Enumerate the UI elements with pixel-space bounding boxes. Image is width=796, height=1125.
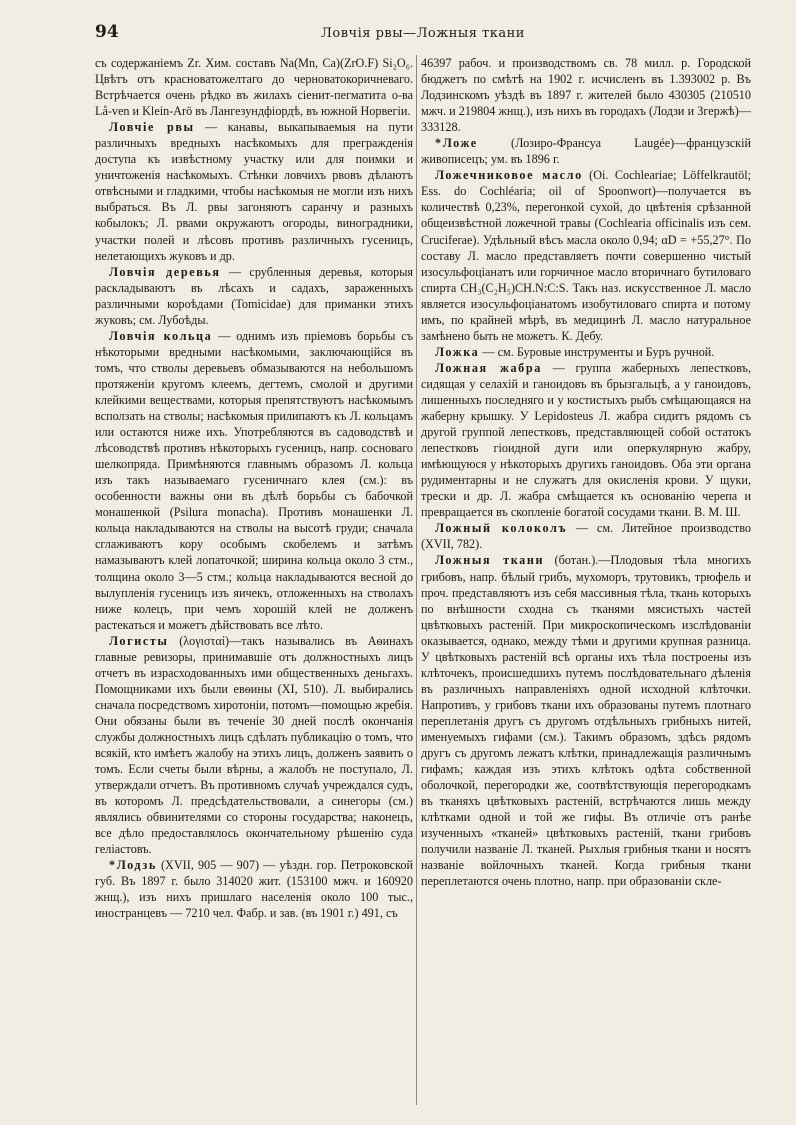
entry-text: — срубленныя деревья, которыя раскладываютъ въ лѣсахъ и садахъ, зараженныхъ различными короѣдами (Tomicidae) для приманки этихъ жуковъ; см. Лубоѣды. xyxy=(95,264,413,327)
entry-headword: Ловчiя деревья xyxy=(109,264,221,279)
entry-text: 46397 рабоч. и производствомъ св. 78 милл. р. Городской бюджетъ по смѣтѣ на 1902 г. исчисленъ въ 1.393002 р. Въ Лодзинскомъ уѣздѣ въ 1897 г. жителей было 430305 (210510 мжч. и 219804 жнщ.), изъ нихъ въ городахъ (Лодзи и Згержѣ)—333128. xyxy=(421,56,751,135)
right-column xyxy=(421,55,751,889)
entry-text: съ содержанiемъ Zr. Хим. составъ Na(Mn, Ca)(ZrO.F) Si₂O₆. Цвѣтъ отъ красноватожелтаго до черноватокоричневаго. Встрѣчается очень рѣдко въ жилахъ сiенит-пегматита о-ва Lå-ven и Klein-Arö въ Лангезундфiордѣ, въ южной Норвегiи. xyxy=(95,56,413,119)
entry-headword: Ложка xyxy=(435,344,480,359)
page-header xyxy=(95,22,751,44)
entry-headword: Ложный колоколъ xyxy=(435,521,568,536)
dictionary-entry xyxy=(95,857,413,921)
entry-text: (XVII, 905 — 907) — уѣздн. гор. Петроковской губ. Въ 1897 г. было 314020 жит. (153100 мжч. и 160920 жнщ.), изъ нихъ пришлаго населенiя около 100 тыс., иностранцевъ — 7210 чел. Фабр. и зав. (въ 1901 г.) 491, съ xyxy=(95,858,413,921)
entry-text: — канавы, выкапываемыя на пути различныхъ вредныхъ насѣкомыхъ для прегражденiя доступа къ извѣстному участку или для поимки и уничтоженiя насѣкомыхъ. Стѣнки ловчихъ рвовъ дѣлаютъ отвѣсными и гладкими, чтобы насѣкомыя не могли изъ нихъ выбраться. Въ Л. рвы загоняютъ саранчу и разныхъ кобылокъ; Л. рвами окружаютъ огороды, виноградники, участки полей и лѣсовъ противъ различныхъ гусеницъ, нелетающихъ жуковъ и др. xyxy=(95,120,413,263)
entry-text: (ботан.).—Плодовыя тѣла многихъ грибовъ, напр. бѣлый грибъ, мухоморъ, трутовикъ, трюфель и проч. представляютъ изъ себя массивныя тѣла, ткань которыхъ по внѣшности сходна съ тканями мясистыхъ частей цвѣтковыхъ растенiй. При микроскопическомъ изслѣдованiи оказывается, однако, между тѣми и другими крупная разница. У цвѣтковыхъ растенiй всѣ органы ихъ тѣла построены изъ клѣточекъ, происшедшихъ путемъ послѣдовательнаго дѣленiя въ различныхъ направленiяхъ одной исходной клѣточки. Напротивъ, у грибовъ ткани ихъ образованы путемъ плотнаго переплетанiя другъ съ другомъ отдѣльныхъ грибныхъ нитей, именуемыхъ гифами (см.). Такимъ образомъ, здѣсь рядомъ другъ съ другомъ лежатъ клѣтки, принадлежащiя различнымъ гифамъ; каждая изъ этихъ клѣтокъ одѣта собственной оболочкой, перегородки же, соотвѣтствующiя перегородкамъ въ тканяхъ цвѣтковыхъ растенiй, встрѣчаются лишь между клѣтками одной и той же гифы. Въ отличiе отъ ранѣе изученныхъ «тканей» цвѣтковыхъ растенiй, ткани грибовъ получили названiе Л. тканей. Рыхлыя грибныя ткани и носятъ названiе войлочныхъ тканей. Когда грибныя ткани переплетаются очень плотно, напр. при образованiи скле- xyxy=(421,553,752,889)
dictionary-entry xyxy=(421,360,751,520)
dictionary-entry xyxy=(95,328,413,633)
running-title: Ловчiя рвы—Ложныя ткани xyxy=(321,26,525,41)
page-number: 94 xyxy=(95,22,119,42)
entry-text: (Лозиро-Франсуа Laugée)—французскiй живописецъ; ум. въ 1896 г. xyxy=(421,136,751,167)
entry-headword: Логисты xyxy=(109,633,169,648)
dictionary-entry xyxy=(421,135,751,167)
entry-headword: Ложныя ткани xyxy=(435,553,545,568)
dictionary-entry xyxy=(421,344,751,360)
entry-text: (Oi. Cochleariae; Löffelkrautöl; Ess. do Cochléaria; oil of Spoonwort)—получается въ количествѣ 0,23%, перегонкой сухой, до цвѣтенiя срѣзанной общеизвѣстной ложечной травы (Cochlearia officinalis изъ сем. Cruciferae). Удѣльный вѣсъ масла около 0,94; αD = +55,27°. По составу Л. масло представляетъ почти совершенно чистый изосульфоцiанатъ или горчичное масло вторичнаго бутиловаго спирта CH₃(C₂H₅)CH.N:C:S. Такъ наз. искусственное Л. масло является изосульфоцiанатомъ изобутиловаго спирта и потому имъ, по крайней мѣрѣ, въ медицинѣ Л. масло натуральное замѣнено быть не можетъ. К. Дебу. xyxy=(421,168,751,343)
dictionary-entry xyxy=(95,633,413,858)
entry-text: (λογισταί)—такъ назывались въ Аѳинахъ главные ревизоры, принимавшiе отъ должностныхъ лицъ отчетъ въ израсходованныхъ ими общественныхъ деньгахъ. Помощниками ихъ были евѳины (XI, 510). Л. выбирались сначала посредствомъ хиротонiи, потомъ—помощью жребiя. Они обязаны были въ теченiе 30 дней послѣ окончанiя службы должностныхъ лицъ сдѣлать публикацiю о томъ, что всякiй, кто имѣетъ жалобу на этихъ лицъ, долженъ заявить о томъ. Если счеты были вѣрны, а жалобъ не поступало, Л. утверждали отчетъ. Въ противномъ случаѣ учреждался судъ, въ которомъ Л. предсѣдательствовали, а синегоры (см.) являлись обвинителями со стороны государства; наконецъ, все дѣло предоставлялось окончательному рѣшенiю суда гелiастовъ. xyxy=(95,633,413,857)
dictionary-entry xyxy=(421,520,751,552)
entry-text: — однимъ изъ прiемовъ борьбы съ нѣкоторыми вредными насѣкомыми, заключающiйся въ томъ, что стволы деревьевъ обмазываются на небольшомъ протяженiи кругомъ клеемъ, дегтемъ, смолой и другими клейкими веществами, которыя препятствуютъ насѣкомымъ всползать на стволы; насѣкомыя прилипаютъ къ Л. кольцамъ или остаются ниже ихъ. Употребляются въ садоводствѣ и лѣсоводствѣ противъ нѣкоторыхъ гусеницъ, напр. соснoваго шелкопряда. Примѣняются главнымъ образомъ Л. кольца изъ такъ называемаго гусеничнаго клея (см.): въ особенности важны они въ дѣлѣ борьбы съ бабочкой монашенкой (Psilura monacha). Противъ монашенки Л. кольца накладываются на стволы на высотѣ груди; сначала сглаживаютъ кору особымъ скобелемъ и затѣмъ намазываютъ клей лопаточкой; ширина кольца около 3 стм., толщина около 3—5 стм.; кольца накладываются весной до вылупленiя гусеницъ изъ яичекъ, отложенныхъ на стволахъ ниже колецъ, при чемъ хорошiй клей не долженъ растекаться и можетъ дѣйствовать все лѣто. xyxy=(95,328,414,632)
dictionary-entry xyxy=(95,119,413,263)
dictionary-entry xyxy=(95,55,413,119)
entry-headword: *Ложе xyxy=(435,136,478,151)
dictionary-entry xyxy=(421,55,751,135)
dictionary-entry xyxy=(95,264,413,328)
column-divider xyxy=(416,55,417,1105)
entry-headword: Ловчiя кольца xyxy=(109,328,213,343)
left-column xyxy=(95,55,413,922)
dictionary-entry xyxy=(421,552,751,889)
entry-text: — см. Буровые инструменты и Буръ ручной. xyxy=(479,344,715,359)
entry-headword: Ловчiе рвы xyxy=(109,120,195,135)
entry-headword: Ложная жабра xyxy=(435,360,542,375)
dictionary-entry xyxy=(421,167,751,344)
entry-headword: *Лодзь xyxy=(109,858,157,873)
entry-text: — группа жаберныхъ лепестковъ, сидящая у селахiй и ганоидовъ въ брызгальцѣ, а у ганоидовъ, лишенныхъ последняго и у костистыхъ рыбъ смѣщающаяся на жаберну крышку. У Lepidosteus Л. жабра сидитъ рядомъ съ другой группой лепестковъ, представляющей собой остатокъ лепестковъ гiоидной дуги или оперкулярную жабру, имѣющуюся у нѣкоторыхъ другихъ ганоидовъ. Оба эти органа рудиментарны и не служатъ для окисленiя крови. У щуки, трески и др. Л. жабра смѣщается къ основанiю черепа и превращается въ скопленiе богатой сосудами ткани. В. М. Ш. xyxy=(421,360,751,520)
entry-text: — см. Литейное производство (XVII, 782). xyxy=(421,521,751,552)
entry-headword: Ложечниковое масло xyxy=(435,168,583,183)
